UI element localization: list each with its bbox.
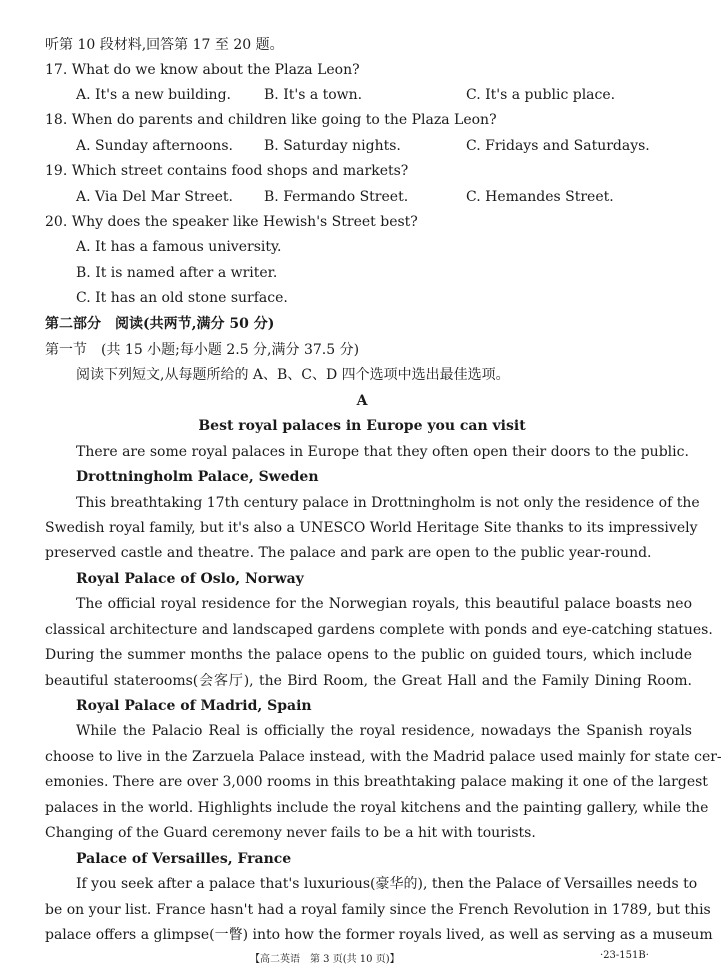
palace-sweden-line: preserved castle and theatre. The palace and park are open to the public year-round. bbox=[45, 545, 652, 561]
palace-spain-line: palaces in the world. Highlights include the royal kitchens and the painting gallery, while the bbox=[45, 800, 709, 816]
question-20-option-c: C. It has an old stone surface. bbox=[76, 290, 288, 306]
question-18-option-a: A. Sunday afternoons. bbox=[76, 138, 233, 154]
palace-heading-norway: Royal Palace of Oslo, Norway bbox=[76, 571, 304, 587]
footer-page-info: 【高二英语 第 3 页(共 10 页)】 bbox=[250, 954, 400, 965]
question-19-option-b: B. Fermando Street. bbox=[264, 189, 409, 205]
palace-sweden-line: This breathtaking 17th century palace in Drottningholm is not only the residence of the bbox=[76, 495, 700, 511]
palace-norway-line: classical architecture and landscaped gardens complete with ponds and eye-catching statues. bbox=[45, 622, 713, 638]
question-17-option-b: B. It's a town. bbox=[264, 87, 363, 103]
palace-sweden-line: Swedish royal family, but it's also a UNESCO World Heritage Site thanks to its impressively bbox=[45, 520, 698, 536]
question-18-stem: 18. When do parents and children like going to the Plaza Leon? bbox=[45, 112, 497, 128]
question-17-option-c: C. It's a public place. bbox=[466, 87, 616, 103]
palace-heading-spain: Royal Palace of Madrid, Spain bbox=[76, 698, 312, 714]
passage-intro: There are some royal palaces in Europe that they often open their doors to the public. bbox=[76, 444, 689, 460]
section-one-title: 第一节 (共 15 小题;每小题 2.5 分,满分 37.5 分) bbox=[45, 342, 360, 358]
palace-spain-line: choose to live in the Zarzuela Palace instead, with the Madrid palace used mainly for state cer- bbox=[45, 749, 722, 765]
question-18-option-b: B. Saturday nights. bbox=[264, 138, 401, 154]
question-20-option-b: B. It is named after a writer. bbox=[76, 265, 278, 281]
passage-letter: A bbox=[356, 393, 368, 409]
palace-heading-sweden: Drottningholm Palace, Sweden bbox=[76, 469, 319, 485]
palace-spain-line: While the Palacio Real is officially the royal residence, nowadays the Spanish royals bbox=[76, 723, 692, 739]
passage-title: Best royal palaces in Europe you can visit bbox=[198, 418, 526, 434]
question-19-option-a: A. Via Del Mar Street. bbox=[76, 189, 233, 205]
palace-france-line: be on your list. France hasn't had a royal family since the French Revolution in 1789, but this bbox=[45, 902, 711, 918]
palace-france-line: palace offers a glimpse(一瞥) into how the former royals lived, as well as serving as a museum bbox=[45, 927, 713, 943]
reading-instruction: 阅读下列短文,从每题所给的 A、B、C、D 四个选项中选出最佳选项。 bbox=[76, 367, 510, 383]
question-17-option-a: A. It's a new building. bbox=[76, 87, 231, 103]
palace-norway-line: During the summer months the palace opens to the public on guided tours, which include bbox=[45, 647, 692, 663]
palace-spain-line: emonies. There are over 3,000 rooms in this breathtaking palace making it one of the largest bbox=[45, 774, 708, 790]
palace-spain-line: Changing of the Guard ceremony never fails to be a hit with tourists. bbox=[45, 825, 536, 841]
question-20-option-a: A. It has a famous university. bbox=[76, 239, 282, 255]
question-17-stem: 17. What do we know about the Plaza Leon? bbox=[45, 62, 360, 78]
question-20-stem: 20. Why does the speaker like Hewish's Street best? bbox=[45, 214, 418, 230]
question-19-stem: 19. Which street contains food shops and markets? bbox=[45, 163, 409, 179]
palace-norway-line: beautiful staterooms(会客厅), the Bird Room, the Great Hall and the Family Dining Room. bbox=[45, 673, 692, 689]
palace-heading-france: Palace of Versailles, France bbox=[76, 851, 292, 867]
listening-instruction: 听第 10 段材料,回答第 17 至 20 题。 bbox=[45, 37, 284, 53]
question-19-option-c: C. Hemandes Street. bbox=[466, 189, 614, 205]
palace-norway-line: The official royal residence for the Norwegian royals, this beautiful palace boasts neo bbox=[76, 596, 692, 612]
question-18-option-c: C. Fridays and Saturdays. bbox=[466, 138, 650, 154]
part-two-title: 第二部分 阅读(共两节,满分 50 分) bbox=[45, 316, 275, 332]
palace-france-line: If you seek after a palace that's luxurious(豪华的), then the Palace of Versailles needs to bbox=[76, 876, 698, 892]
footer-code: ·23-151B· bbox=[600, 950, 649, 961]
